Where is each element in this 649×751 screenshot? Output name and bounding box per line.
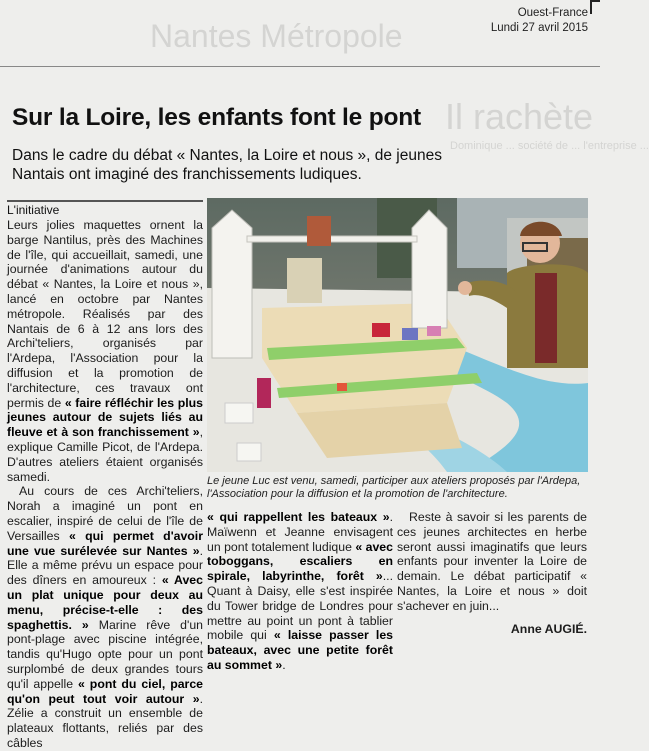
paragraph-projects-cont: « qui rappellent les bateaux ». Maïwenn et Jeanne envisagent un pont totalement ludique « avec toboggans, escaliers en spirale, labyrinthe, forêt »... Quant à Daisy, elle s'est inspirée du Tower bridge de Londres pour mettre au point un pont à tablier mobile qui « laisse passer les bateaux, avec une petite forêt au sommet ». xyxy=(207,510,393,672)
body-column-1 xyxy=(7,218,203,751)
photo-caption: Le jeune Luc est venu, samedi, participer aux ateliers proposés par l'Ardepa, l'Association pour la diffusion et la promotion de l'architecture. xyxy=(207,475,581,501)
body-column-2 xyxy=(207,510,393,673)
section-kicker: L'initiative xyxy=(7,200,203,217)
photo-illustration xyxy=(207,198,588,472)
paragraph-intro: Leurs jolies maquettes ornent la barge Nantilus, près des Machines de l'île, qui accueillait, samedi, une journée d'animations autour du débat « Nantes, la Loire et nous », lancé en octobre par Nantes métropole. Réalisés par des Nantais de 6 à 12 ans lors des Archi'teliers, organisés par l'Ardepa, l'Association pour la diffusion et la promotion de l'architecture, ces travaux ont permis de « faire réfléchir les plus jeunes autour de sujets liés au fleuve et à son franchissement », explique Camille Picot, de l'Ardepa. D'autres ateliers étaient organisés samedi. xyxy=(7,218,203,484)
ghost-adjacent-headline: Il rachète xyxy=(445,96,594,137)
header-rule xyxy=(0,66,600,67)
body-column-3 xyxy=(397,510,587,636)
ghost-section-title: Nantes Métropole xyxy=(150,18,403,54)
paragraph-conclusion: Reste à savoir si les parents de ces jeunes architectes en herbe seront aussi imaginatifs que leurs enfants pour inventer la Loire de demain. Le débat participatif « Nantes, la Loire et nous » doit s'achever en juin... xyxy=(397,510,587,613)
ghost-adjacent-text: Dominique ... société de ... l'entreprise ... xyxy=(450,140,649,152)
crop-corner-mark xyxy=(590,0,600,14)
article-photo xyxy=(207,198,588,472)
author-signature: Anne AUGIÉ. xyxy=(510,621,587,636)
paragraph-projects: Au cours de ces Archi'teliers, Norah a imaginé un pont en escalier, inspiré de celui de l'île de Versailles « qui permet d'avoir une vue surélevée sur Nantes ». Elle a même prévu un espace pour des dîners en amoureux : « Avec un plat unique pour deux au menu, précise-t-elle : des spaghettis. » Marine rêve d'un pont-plage avec piscine intégrée, tandis qu'Hugo opte pour un pont surplombé de deux grandes tours qu'il appelle « pont du ciel, parce qu'on peut tout voir autour ». Zélie a construit un ensemble de plateaux flottants, reliés par des câbles xyxy=(7,484,204,750)
newspaper-name: Ouest-France xyxy=(517,7,588,19)
article-headline: Sur la Loire, les enfants font le pont xyxy=(12,104,421,131)
article-lead: Dans le cadre du débat « Nantes, la Loire et nous », de jeunes Nantais ont imaginé des franchissements ludiques. xyxy=(12,147,442,183)
publication-date: Lundi 27 avril 2015 xyxy=(490,22,588,34)
masthead xyxy=(491,6,588,36)
